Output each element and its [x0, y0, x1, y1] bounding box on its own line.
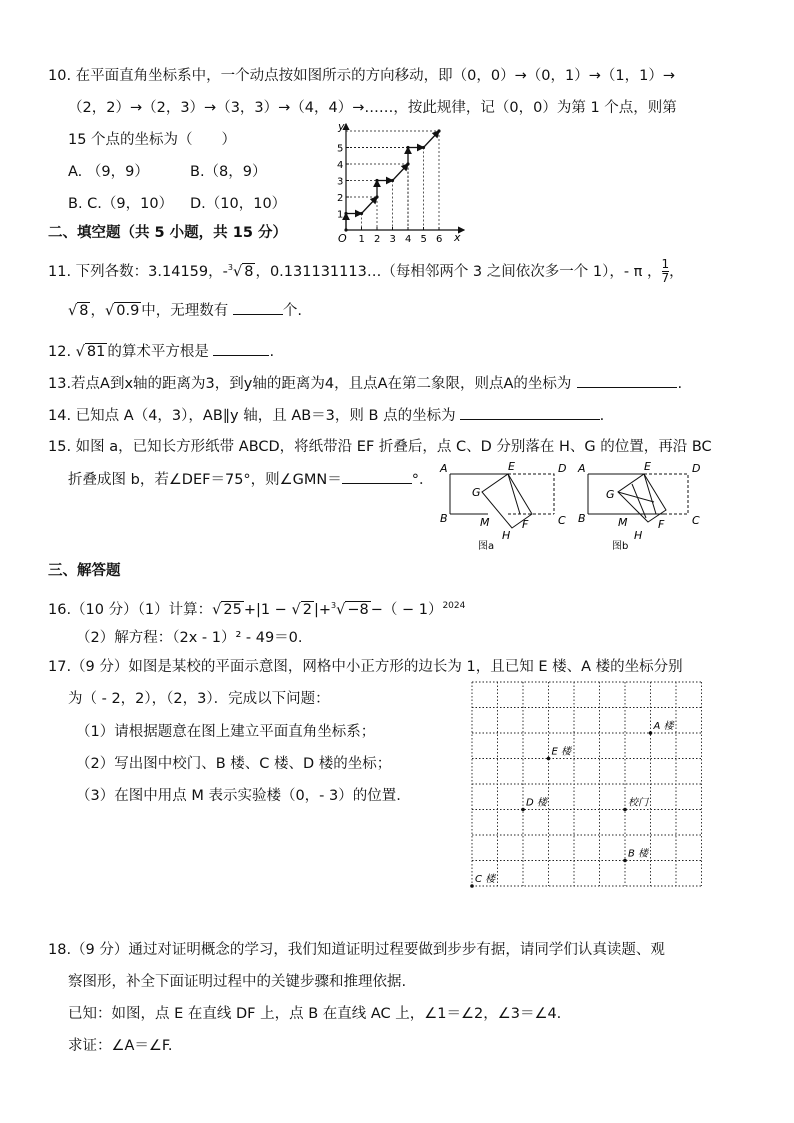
q18-line2: 察图形，补全下面证明过程中的关键步骤和推理依据.	[68, 974, 407, 990]
svg-text:H: H	[502, 529, 511, 542]
q18-line1: 18.（9 分）通过对证明概念的学习，我们知道证明过程要做到步步有据，请同学们认真读题、观	[48, 942, 665, 958]
q14-line: 14. 已知点 A（4，3），AB∥y 轴，且 AB＝3，则 B 点的坐标为 .	[48, 405, 604, 426]
q17-line2: 为（ - 2，2），（2，3）．完成以下问题：	[68, 691, 330, 707]
q12-sqrt81: 81	[86, 344, 106, 360]
q11-fraction: $\frac{1}{7}$	[661, 257, 670, 286]
svg-text:G: G	[606, 488, 615, 501]
svg-text:H: H	[634, 529, 643, 542]
svg-text:C: C	[558, 514, 566, 527]
y-tick-label: 3	[337, 176, 344, 188]
x-tick-label: 5	[420, 234, 427, 245]
building-point	[623, 808, 627, 812]
svg-text:B: B	[578, 512, 586, 525]
origin-label: O	[338, 232, 347, 245]
path-point	[437, 129, 440, 132]
building-point	[547, 757, 551, 761]
q16-part1: 16.（10 分）（1）计算：√ 25 +|1 − √ 2 |+$^3$√ −8 −（ − 1）$^{2024}$	[48, 601, 466, 618]
building-label: E 楼	[551, 746, 571, 758]
svg-text:F: F	[522, 518, 529, 531]
q11-line2: √ 8 ，√ 0.9 中，无理数有 个.	[68, 300, 302, 321]
y-tick-label: 5	[337, 143, 344, 155]
path-point	[360, 212, 363, 215]
path-segment	[424, 131, 440, 148]
y-axis-label: y	[338, 120, 345, 133]
q11-line1: 11. 下列各数：3.14159，-$^3$√ 8 ，0.131131113…（每相邻两个 3 之间依次多一个 1），- π ， $\frac{1}{7}$ ，	[48, 257, 684, 286]
x-tick-label: 2	[374, 234, 381, 245]
path-point	[406, 146, 409, 149]
svg-text:B: B	[440, 512, 448, 525]
path-point	[344, 212, 347, 215]
q15-figure-b	[576, 458, 716, 554]
section-3-title: 三、解答题	[48, 563, 121, 579]
q17-item3: （3）在图中用点 M 表示实验楼（0，- 3）的位置.	[76, 788, 401, 804]
q11-cbrt-arg: 8	[244, 263, 254, 280]
q17-line1: 17.（9 分）如图是某校的平面示意图，网格中小正方形的边长为 1，且已知 E 楼、A 楼的坐标分别	[48, 659, 683, 675]
x-tick-label: 1	[358, 234, 365, 245]
q10-lattice-figure	[336, 118, 476, 246]
x-axis-label: x	[454, 231, 461, 244]
building-label: C 楼	[475, 874, 496, 885]
q15-figure-a	[436, 458, 576, 554]
q12-line: 12. √ 81 的算术平方根是 .	[48, 341, 274, 362]
svg-text:F: F	[658, 518, 665, 531]
q14-answer-blank[interactable]	[460, 405, 600, 420]
q17-item2: （2）写出图中校门、B 楼、C 楼、D 楼的坐标；	[76, 756, 392, 772]
svg-text:E: E	[508, 460, 515, 473]
x-tick-label: 3	[389, 234, 396, 245]
q13-line: 13.若点A到x轴的距离为3，到y轴的距离为4，且点A在第二象限，则点A的坐标为 .	[48, 373, 682, 394]
path-point	[422, 146, 425, 149]
building-label: 校门	[628, 797, 648, 809]
x-tick-label: 4	[405, 234, 412, 245]
path-point	[344, 228, 347, 231]
building-label: D 楼	[526, 797, 547, 809]
svg-text:M: M	[618, 516, 628, 529]
path-segment	[393, 164, 409, 181]
y-tick-label: 4	[337, 160, 344, 171]
section-2-title: 二、填空题（共 5 小题，共 15 分）	[48, 225, 287, 241]
q10-option-d: D.（10，10）	[190, 196, 287, 212]
q15-line1: 15. 如图 a，已知长方形纸带 ABCD，将纸带沿 EF 折叠后，点 C、D 分别落在 H、G 的位置，再沿 BC	[48, 439, 712, 455]
q13-answer-blank[interactable]	[577, 373, 677, 388]
q10-option-b: B.（8，9）	[190, 164, 267, 180]
q11-answer-blank[interactable]	[233, 300, 283, 315]
q11-sqrt8: 8	[79, 303, 89, 319]
q16-part2: （2）解方程：（2x - 1）² - 49＝0.	[76, 630, 303, 646]
svg-text:A: A	[578, 462, 586, 475]
q15-line2: 折叠成图 b，若∠DEF＝75°，则∠GMN＝ °．	[68, 469, 434, 490]
building-point	[623, 859, 627, 863]
building-label: A 楼	[653, 721, 674, 732]
path-point	[375, 179, 378, 182]
building-label: B 楼	[628, 848, 649, 860]
fig-b-caption: 图b	[612, 541, 629, 552]
q11-sqrt09: 0.9	[116, 303, 140, 319]
path-point	[375, 195, 378, 198]
svg-text:G: G	[472, 486, 481, 499]
path-point	[406, 162, 409, 165]
q17-campus-grid	[468, 680, 692, 890]
q10-option-a: A. （9，9）	[68, 164, 149, 180]
fig-a-caption: 图a	[478, 541, 495, 552]
path-point	[391, 179, 394, 182]
svg-text:D: D	[692, 462, 701, 475]
svg-text:M: M	[480, 516, 490, 529]
path-segment	[362, 197, 378, 214]
building-point	[649, 731, 653, 735]
q10-line1: 10. 在平面直角坐标系中，一个动点按如图所示的方向移动，即（0，0）→（0，1）→（1，1）→	[48, 68, 675, 84]
svg-text:E: E	[644, 460, 651, 473]
q10-option-c: B. C.（9，10）	[68, 196, 174, 212]
q12-answer-blank[interactable]	[213, 341, 269, 356]
q10-line3: 15 个点的坐标为（ ）	[68, 132, 237, 148]
y-tick-label: 1	[337, 209, 344, 221]
svg-text:C: C	[692, 514, 700, 527]
q18-given: 已知：如图，点 E 在直线 DF 上，点 B 在直线 AC 上，∠1＝∠2，∠3＝∠4.	[68, 1006, 562, 1022]
q10-line2: （2，2）→（2，3）→（3，3）→（4，4）→……，按此规律，记（0，0）为第 1 个点，则第	[68, 100, 677, 116]
building-point	[521, 808, 525, 812]
q18-prove: 求证：∠A＝∠F.	[68, 1038, 173, 1054]
svg-text:A: A	[440, 462, 448, 475]
y-tick-label: 2	[337, 193, 344, 204]
q15-answer-blank[interactable]	[342, 469, 412, 484]
x-tick-label: 6	[436, 234, 443, 245]
svg-text:D: D	[558, 462, 567, 475]
q11-prefix: 11. 下列各数：3.14159，	[48, 263, 223, 280]
building-point	[470, 884, 474, 888]
q17-item1: （1）请根据题意在图上建立平面直角坐标系；	[76, 724, 376, 740]
